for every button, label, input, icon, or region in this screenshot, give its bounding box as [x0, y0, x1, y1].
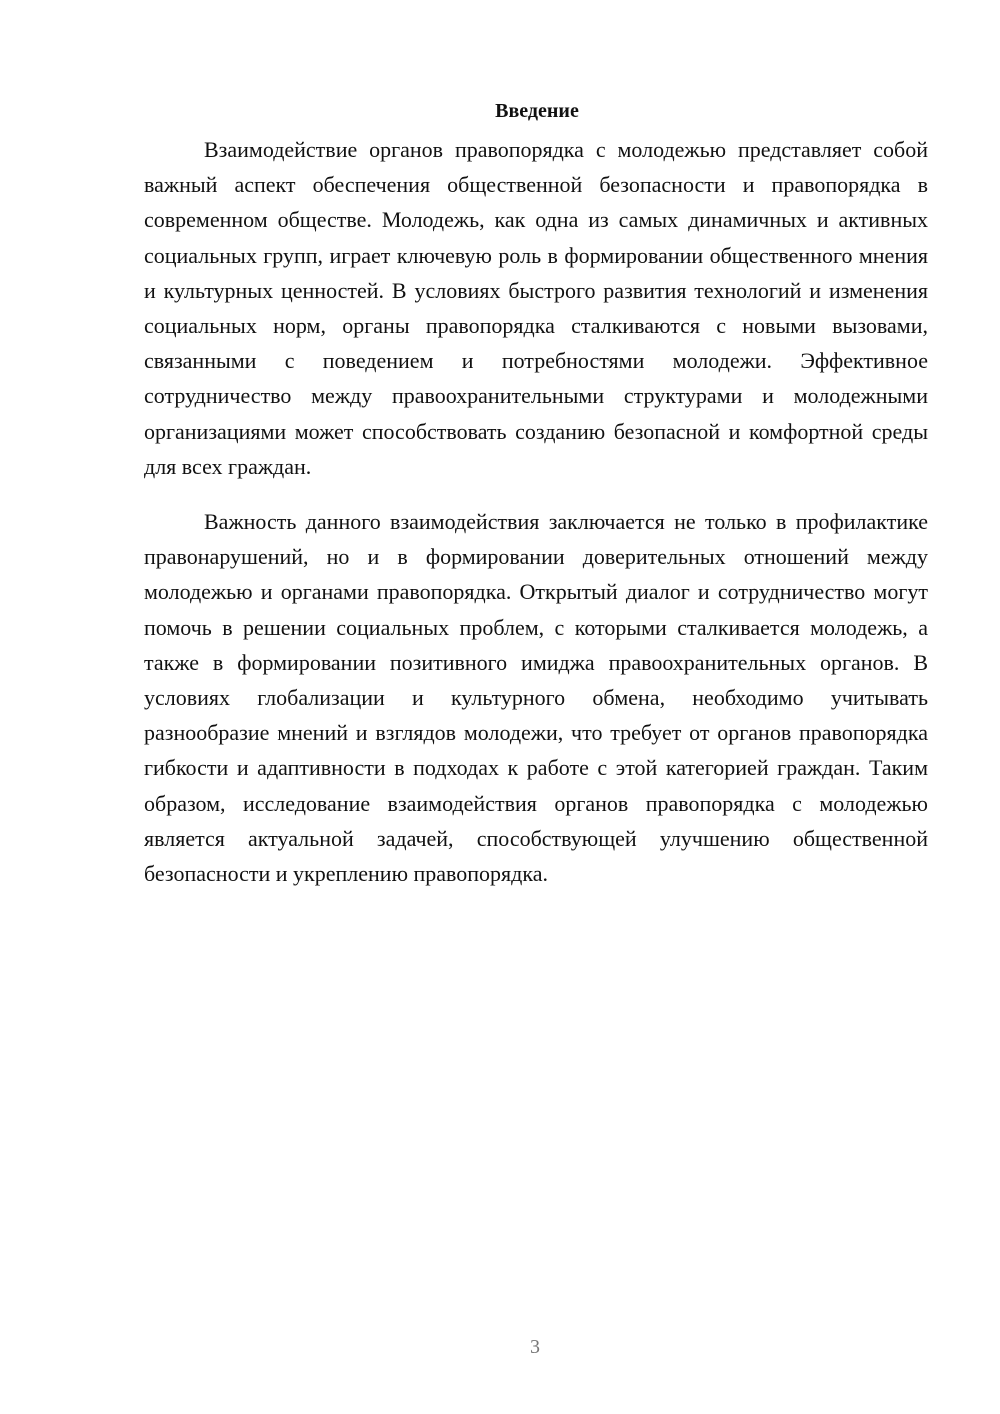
- section-heading: Введение: [495, 100, 579, 122]
- paragraph-1: Взаимодействие органов правопорядка с молодежью представляет собой важный аспект обеспечения общественной безопасности и правопорядка в современном обществе. Молодежь, как одна из самых динамичных и активных социальных групп, играет ключевую роль в формировании общественного мнения и культурных ценностей. В условиях быстрого развития технологий и изменения социальных норм, органы правопорядка сталкиваются с новыми вызовами, связанными с поведением и потребностями молодежи. Эффективное сотрудничество между правоохранительными структурами и молодежными организациями может способствовать созданию безопасной и комфортной среды для всех граждан.: [144, 137, 928, 479]
- page-number: 3: [530, 1336, 540, 1358]
- paragraph-2: Важность данного взаимодействия заключается не только в профилактике правонарушений, но и в формировании доверительных отношений между молодежью и органами правопорядка. Открытый диалог и сотрудничество могут помочь в решении социальных проблем, с которыми сталкивается молодежь, а также в формировании позитивного имиджа правоохранительных органов. В условиях глобализации и культурного обмена, необходимо учитывать разнообразие мнений и взглядов молодежи, что требует от органов правопорядка гибкости и адаптивности в подходах к работе с этой категорией граждан. Таким образом, исследование взаимодействия органов правопорядка с молодежью является актуальной задачей, способствующей улучшению общественной безопасности и укреплению правопорядка.: [144, 509, 928, 887]
- page-content: [144, 96, 928, 891]
